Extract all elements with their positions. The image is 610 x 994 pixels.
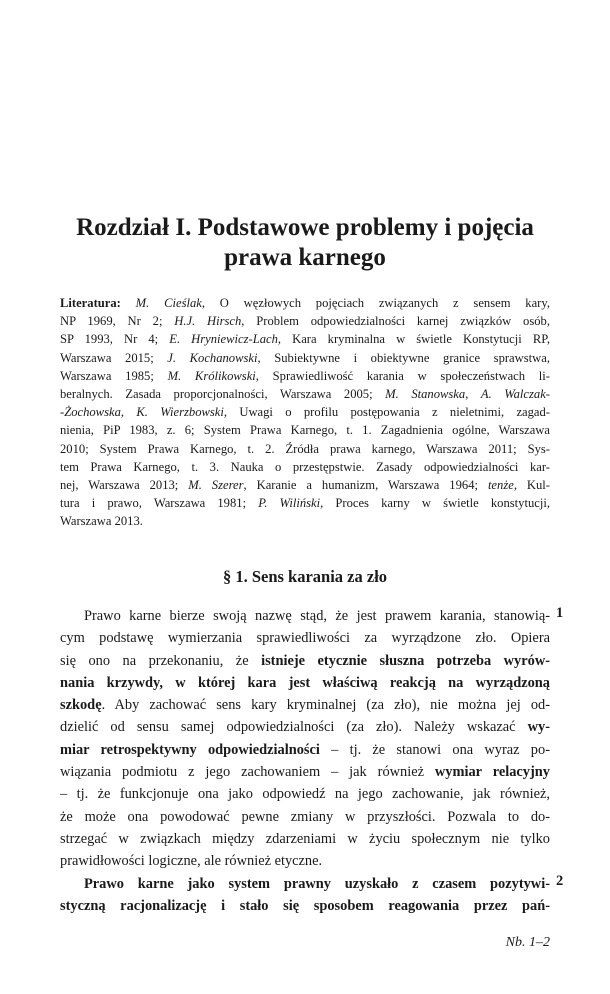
italic-author: J. Kochanowski: [167, 350, 258, 365]
italic-author: P. Wiliński: [258, 496, 321, 511]
text-run: 2010; System Prawa Karnego, t. 2. Źródła prawa karnego, Warszawa 2011; Sys-: [60, 441, 550, 456]
italic-author: tenże: [487, 478, 514, 493]
text-run: SP 1993, Nr 4;: [60, 332, 170, 347]
text-run: , Problem odpowiedzialności karnej związków osób,: [241, 314, 550, 329]
bold-text: istnieje etycznie słuszna potrzeba wyrów-: [261, 652, 551, 669]
body-line: [60, 873, 550, 895]
text-run: [121, 296, 136, 310]
body-line: [60, 650, 550, 672]
text-run: że może ona powodować pewne zmiany w przyszłości. Pozwala to do-: [60, 808, 550, 825]
text-run: beralnych. Zasada proporcjonalności, Warszawa 2005;: [60, 387, 386, 402]
text-run: tura i prawo, Warszawa 1981;: [60, 496, 259, 511]
margin-number-2: 2: [556, 873, 564, 889]
chapter-title-line-2: prawa karnego: [224, 244, 386, 271]
bold-text: styczną racjonalizację i stało się sposobem reagowania przez pań-: [60, 897, 550, 914]
text-run: strzegać w związkach między zdarzeniami w życiu społecznym nie tylko: [60, 830, 550, 847]
bold-text: miar retrospektywny odpowiedzialności: [60, 741, 320, 758]
body-line: [60, 716, 550, 738]
text-run: prawidłowości logiczne, ale również etyczne.: [60, 853, 323, 870]
bold-text: Prawo karne jako system prawny uzyskało z czasem pozytywi-: [84, 875, 550, 892]
literature-line: [60, 458, 550, 476]
chapter-title-line-1: Rozdział I. Podstawowe problemy i pojęcia: [76, 214, 534, 241]
text-run: , O węzłowych pojęciach związanych z sensem kary,: [201, 296, 550, 310]
body-line: [60, 761, 550, 783]
literature-line: [60, 403, 550, 421]
text-run: , Sprawiedliwość karania w społeczeństwach li-: [255, 368, 550, 383]
body-line: [60, 694, 550, 716]
body-line: [60, 828, 550, 850]
literature-line: [60, 385, 550, 403]
body-line: [60, 850, 550, 872]
text-run: dzielić od sensu samej odpowiedzialności (za zło). Należy wskazać: [60, 719, 528, 736]
italic-author: K. Wierzbowski: [136, 405, 224, 420]
text-run: , Kul-: [513, 478, 550, 493]
bold-text: wymiar relacyjny: [434, 764, 550, 781]
italic-author: H.J. Hirsch: [174, 314, 242, 329]
text-run: Warszawa 1985;: [60, 368, 168, 383]
text-run: nienia, PiP 1983, z. 6; System Prawa Karnego, t. 1. Zagadnienia ogólne, Warszawa: [60, 423, 550, 438]
body-line: [60, 627, 550, 649]
literature-line: [60, 330, 550, 348]
body-line: [60, 895, 550, 917]
body-line: [60, 605, 550, 627]
italic-author: E. Hryniewicz-Lach: [169, 332, 278, 347]
text-run: Warszawa 2015;: [60, 350, 168, 365]
italic-author: M. Królikowski: [167, 368, 256, 383]
literature-line: [60, 494, 550, 512]
literature-label: Literatura:: [60, 296, 121, 310]
text-run: , Subiektywne i obiektywne granice sprawstwa,: [257, 350, 550, 365]
page-footer-reference: Nb. 1–2: [505, 935, 550, 950]
bold-text: wy-: [527, 719, 550, 736]
section-heading: § 1. Sens karania za zło: [222, 567, 388, 586]
italic-author: M. Cieślak: [135, 296, 202, 310]
text-run: NP 1969, Nr 2;: [60, 314, 175, 329]
literature-line: [60, 312, 550, 330]
literature-line: [60, 349, 550, 367]
literature-line: [60, 367, 550, 385]
body-line: [60, 783, 550, 805]
text-run: – tj. że stanowi ona wyraz po-: [319, 741, 550, 758]
text-run: , Karanie a humanizm, Warszawa 1964;: [243, 478, 488, 493]
text-run: się ono na przekonaniu, że: [60, 652, 262, 669]
text-run: cym podstawę wymierzania sprawiedliwości za wyrządzone zło. Opiera: [60, 630, 550, 647]
literature-line: [60, 512, 550, 530]
text-run: ,: [465, 387, 481, 402]
text-run: , Proces karny w świetle konstytucji,: [320, 496, 550, 511]
text-run: ,: [120, 405, 137, 420]
italic-author: -Żochowska: [60, 405, 121, 420]
text-run: wiązania podmiotu z jego zachowaniem – jak również: [60, 764, 435, 781]
text-run: Warszawa 2013.: [60, 514, 143, 529]
text-run: , Uwagi o profilu postępowania z nieletnimi, zagad-: [223, 405, 550, 420]
body-line: [60, 806, 550, 828]
italic-author: M. Stanowska: [385, 387, 466, 402]
text-run: – tj. że funkcjonuje ona jako odpowiedź na jego zachowanie, jak również,: [60, 786, 550, 803]
main-text-paragraphs: [60, 605, 550, 917]
bold-text: nania krzywdy, w której kara jest właściwą reakcją na wyrządzoną: [60, 674, 550, 691]
text-run: tem Prawa Karnego, t. 3. Nauka o przestępstwie. Zasady odpowiedzialności kar-: [60, 459, 550, 474]
literature-line: [60, 421, 550, 439]
literature-line: [60, 476, 550, 494]
text-run: nej, Warszawa 2013;: [60, 478, 189, 493]
chapter-title: [60, 213, 550, 273]
body-line: [60, 672, 550, 694]
margin-number-1: 1: [556, 605, 564, 621]
text-run: , Kara kryminalna w świetle Konstytucji RP,: [277, 332, 550, 347]
italic-author: A. Walczak-: [480, 387, 550, 402]
italic-author: M. Szerer: [188, 478, 244, 493]
body-line: [60, 739, 550, 761]
literature-line: [60, 294, 550, 312]
text-run: Prawo karne bierze swoją nazwę stąd, że jest prawem karania, stanowią-: [84, 608, 550, 624]
bold-text: szkodę: [60, 697, 102, 714]
text-run: . Aby zachować sens kary kryminalnej (za zło), nie można jej od-: [101, 697, 550, 714]
literature-paragraph: [60, 294, 550, 531]
literature-line: [60, 440, 550, 458]
